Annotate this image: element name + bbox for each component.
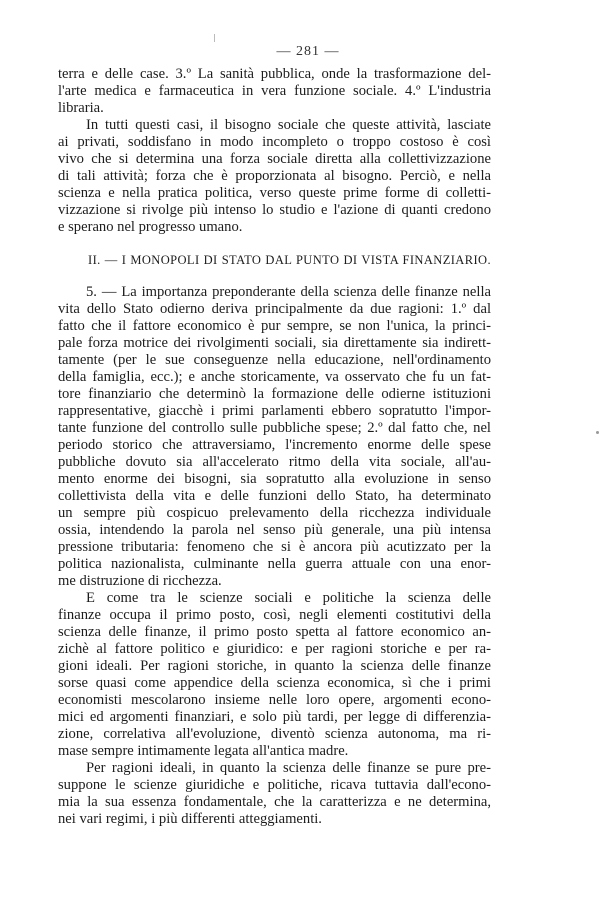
text-line: me distruzione di ricchezza. xyxy=(58,573,222,589)
text-line: mento enorme dei bisogni, sia sopratutto alla evoluzione in senso xyxy=(58,471,491,487)
text-line: collettivista della vita e delle funzioni dello Stato, ha determinato xyxy=(58,488,491,504)
margin-speck xyxy=(596,431,599,434)
text-line: scienza e nella pratica politica, verso queste prime forme di colletti- xyxy=(58,185,491,201)
text-line: l'arte medica e farmaceutica in vera funzione sociale. 4.º L'industria xyxy=(58,83,491,99)
text-line: rappresentative, giacchè i primi parlamenti ebbero sopratutto l'impor- xyxy=(58,403,491,419)
text-line: terra e delle case. 3.º La sanità pubblica, onde la trasformazione del- xyxy=(58,66,491,82)
text-line: 5. — La importanza preponderante della scienza delle finanze nella xyxy=(86,284,491,300)
page-number: — 281 — xyxy=(276,44,340,59)
text-line: tante funzione del controllo sulle pubbliche spese; 2.º dal fatto che, nel xyxy=(58,420,491,436)
text-line: E come tra le scienze sociali e politiche la scienza delle xyxy=(86,590,491,606)
text-line: politica nazionalista, culminante nella guerra attuale con una enor- xyxy=(58,556,491,572)
text-line: suppone le scienze giuridiche e politiche, ricava tuttavia dall'econo- xyxy=(58,777,491,793)
text-line: pubbliche dovuto sia all'accelerato ritmo della vita sociale, all'au- xyxy=(58,454,491,470)
text-line: mici ed argomenti finanziari, e solo più tardi, per legge di differenzia- xyxy=(58,709,491,725)
text-line: economisti mescolarono insieme nelle loro opere, argomenti econo- xyxy=(58,692,491,708)
text-line: fatto che il fattore economico è pur sempre, se non l'unica, la princi- xyxy=(58,318,491,334)
text-line: pale forza motrice dei rivolgimenti sociali, sia direttamente sia indirett- xyxy=(58,335,491,351)
text-line: vizzazione si rivolge più intenso lo studio e l'azione di quanti credono xyxy=(58,202,491,218)
text-line: In tutti questi casi, il bisogno sociale che queste attività, lasciate xyxy=(86,117,491,133)
text-line: di tali attività; forza che è proporzionata al bisogno. Perciò, e nella xyxy=(58,168,491,184)
text-line: zione, correlativa all'evoluzione, diventò scienza autonoma, ma ri- xyxy=(58,726,491,742)
text-line: finanze occupa il primo posto, così, negli elementi costitutivi della xyxy=(58,607,491,623)
text-line: periodo storico che attraversiamo, l'incremento enorme delle spese xyxy=(58,437,491,453)
text-line: un sempre più cospicuo prelevamento della ricchezza individuale xyxy=(58,505,491,521)
text-line: sorse quasi come appendice della scienza economica, sì che i primi xyxy=(58,675,491,691)
text-line: mia la sua essenza fondamentale, che la caratterizza e ne determina, xyxy=(58,794,491,810)
text-line: vivo che si determina una forza sociale diretta alla collettivizzazione xyxy=(58,151,491,167)
text-line: e sperano nel progresso umano. xyxy=(58,219,243,235)
text-line: tamente (per le sue conseguenze nella educazione, nell'ordinamento xyxy=(58,352,491,368)
text-line: scienza delle finanze, il primo posto spetta al fattore economico an- xyxy=(58,624,491,640)
text-line: Per ragioni ideali, in quanto la scienza delle finanze se pure pre- xyxy=(86,760,491,776)
text-line: gioni ideali. Per ragioni storiche, in quanto la scienza delle finanze xyxy=(58,658,491,674)
text-line: ai privati, soddisfano in modo incompleto o troppo costoso è così xyxy=(58,134,491,150)
text-line: nei vari regimi, i più differenti atteggiamenti. xyxy=(58,811,322,827)
section-heading: II. — I MONOPOLI DI STATO DAL PUNTO DI VISTA FINANZIARIO. xyxy=(88,253,491,267)
text-line: della famiglia, ecc.); e anche storicamente, va osservato che fu un fat- xyxy=(58,369,491,385)
text-line: libraria. xyxy=(58,100,104,116)
text-line: ossia, intendendo la parola nel senso più generale, una più intensa xyxy=(58,522,491,538)
margin-mark xyxy=(214,34,215,42)
text-line: vita dello Stato odierno deriva principalmente da due ragioni: 1.º dal xyxy=(58,301,491,317)
text-line: zichè al fattore politico e giuridico: e per ragioni storiche e per ra- xyxy=(58,641,491,657)
text-line: tore finanziario che determinò la formazione delle odierne istituzioni xyxy=(58,386,491,402)
text-line: pressione tributaria: fenomeno che si è ancora più acutizzato per la xyxy=(58,539,491,555)
text-line: mase sempre intimamente legata all'antica madre. xyxy=(58,743,349,759)
